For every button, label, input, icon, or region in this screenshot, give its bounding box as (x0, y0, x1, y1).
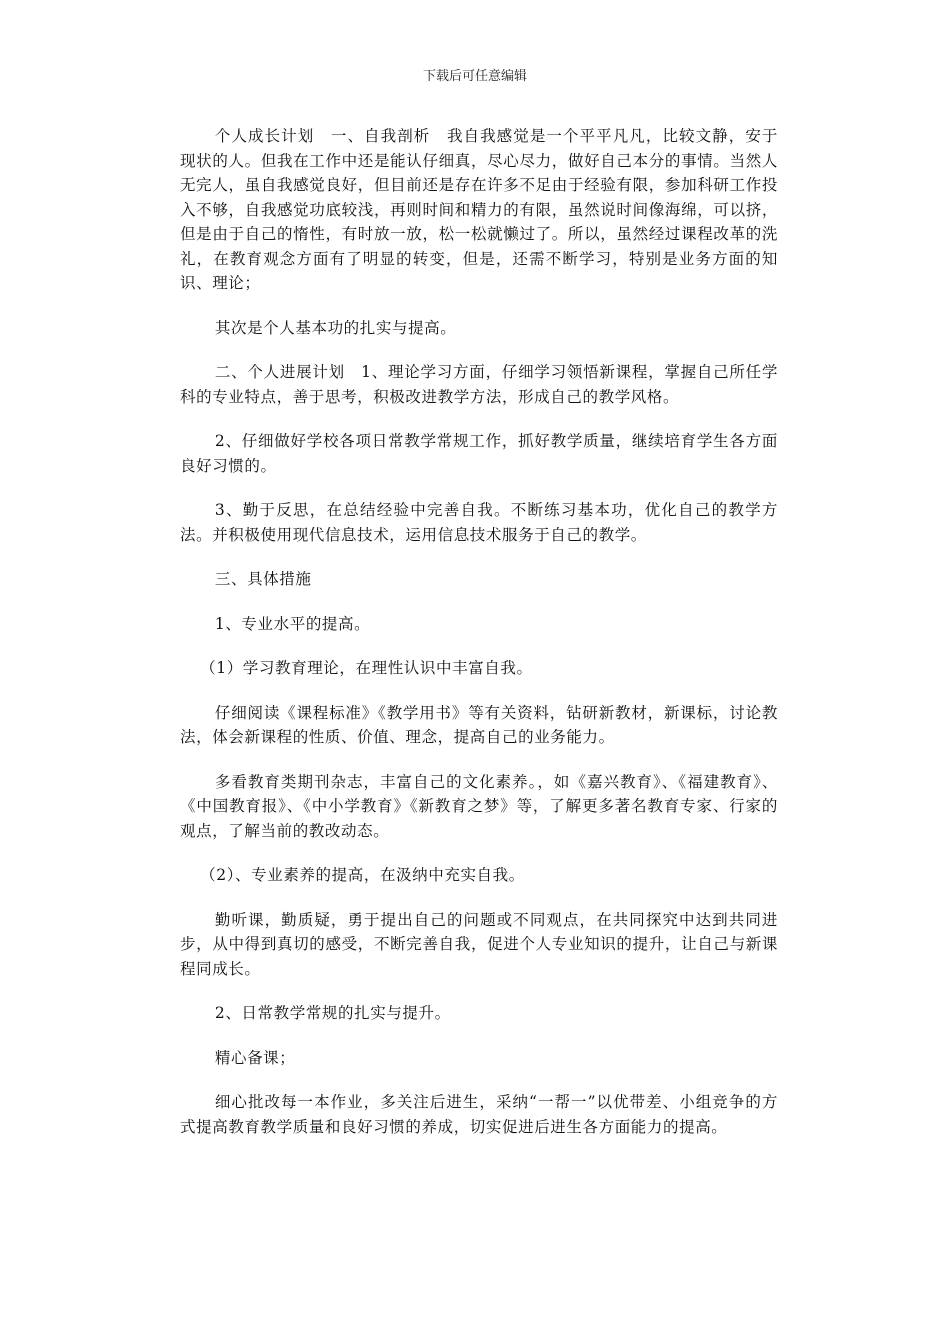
paragraph-development-plan: 二、个人进展计划 1、理论学习方面，仔细学习领悟新课程，掌握自己所任学科的专业特点，善于思考，积极改进教学方法，形成自己的教学风格。 (180, 363, 778, 406)
subheading-education-theory: （1）学习教育理论，在理性认识中丰富自我。 (200, 659, 533, 677)
heading-professional-level: 1、专业水平的提高。 (214, 614, 371, 633)
paragraph-reflection: 3、勤于反思，在总结经验中完善自我。不断练习基本功，优化自己的教学方法。并积极使用现代信息技术，运用信息技术服务于自己的教学。 (180, 501, 778, 544)
paragraph-self-analysis: 个人成长计划 一、自我剖析 我自我感觉是一个平平凡凡，比较文静，安于现状的人。但我在工作中还是能认仔细真，尽心尽力，做好自己本分的事情。当然人无完人，虽自我感觉良好，但目前还是存在许多不足由于经验有限，参加科研工作投入不够，自我感觉功底较浅，再则时间和精力的有限，虽然说时间像海绵，可以挤，但是由于自己的惰性，有时放一放，松一松就懒过了。所以，虽然经过课程改革的洗礼，在教育观念方面有了明显的转变，但是，还需不断学习，特别是业务方面的知识、理论； (180, 127, 778, 292)
heading-specific-measures: 三、具体措施 (214, 570, 312, 588)
paragraph-lesson-prep: 精心备课； (214, 1048, 296, 1067)
paragraph-routine-work: 2、仔细做好学校各项日常教学常规工作，抓好教学质量，继续培育学生各方面良好习惯的。 (180, 432, 778, 475)
document-body (180, 124, 778, 1159)
page-header: 下载后可任意编辑 (422, 69, 527, 84)
heading-teaching-routine: 2、日常教学常规的扎实与提升。 (214, 1004, 451, 1022)
paragraph-reading-materials: 仔细阅读《课程标准》《教学用书》等有关资料，钻研新教材，新课标，讨论教法，体会新课程的性质、价值、理念，提高自己的业务能力。 (180, 703, 778, 746)
paragraph-journals: 多看教育类期刊杂志，丰富自己的文化素养。，如《嘉兴教育》、《福建教育》、《中国教育报》、《中小学教育》《新教育之梦》等，了解更多著名教育专家、行家的观点，了解当前的教改动态。 (180, 772, 778, 840)
subheading-professional-quality: （2）、专业素养的提高，在汲纳中充实自我。 (200, 866, 525, 884)
paragraph-homework-grading: 细心批改每一本作业，多关注后进生，采纳“一帮一”以优带差、小组竞争的方式提高教育教学质量和良好习惯的养成，切实促进后进生各方面能力的提高。 (180, 1093, 778, 1136)
paragraph-basic-skills: 其次是个人基本功的扎实与提高。 (214, 318, 457, 337)
paragraph-lesson-observation: 勤听课，勤质疑，勇于提出自己的问题或不同观点，在共同探究中达到共同进步，从中得到真切的感受，不断完善自我，促进个人专业知识的提升，让自己与新课程同成长。 (180, 910, 778, 978)
